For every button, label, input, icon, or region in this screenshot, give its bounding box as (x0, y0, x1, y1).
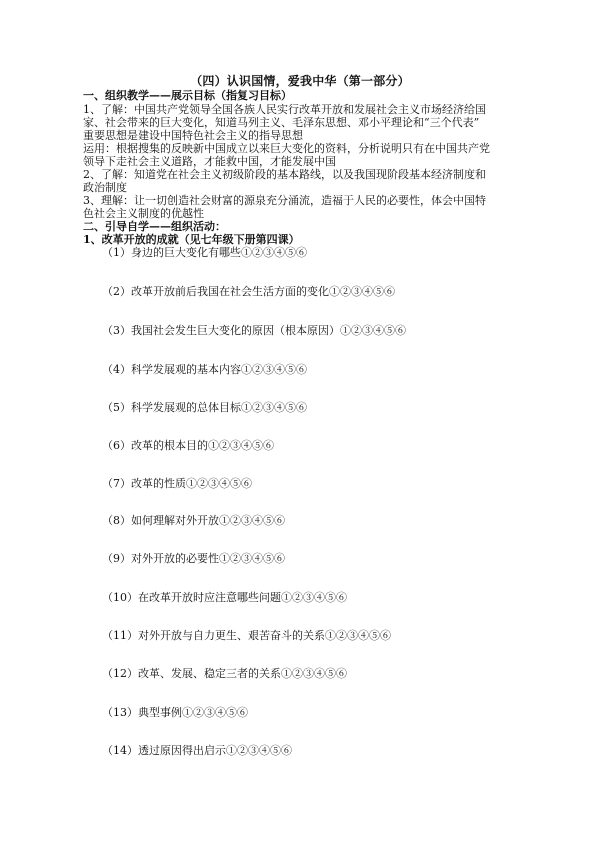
question-item: （9）对外开放的必要性①②③④⑤⑥ (102, 552, 285, 565)
objective-line: 3、理解：让一切创造社会财富的源泉充分涌流，造福于人民的必要性，体会中国特 (83, 194, 486, 207)
question-item: （1）身边的巨大变化有哪些①②③④⑤⑥ (102, 246, 307, 259)
question-item: （10）在改革开放时应注意哪些问题①②③④⑤⑥ (102, 591, 347, 604)
question-item: （6）改革的根本目的①②③④⑤⑥ (102, 439, 274, 452)
question-item: （11）对外开放与自力更生、艰苦奋斗的关系①②③④⑤⑥ (102, 629, 391, 642)
section-heading-1: 一、组织教学——展示目标（指复习目标） (83, 89, 292, 102)
question-item: （14）透过原因得出启示①②③④⑤⑥ (102, 744, 292, 757)
document-title: （四）认识国情，爱我中华（第一部分） (190, 74, 410, 88)
question-item: （7）改革的性质①②③④⑤⑥ (102, 477, 252, 490)
question-item: （12）改革、发展、稳定三者的关系①②③④⑤⑥ (102, 667, 347, 680)
objective-line: 色社会主义制度的优越性 (83, 207, 204, 220)
question-item: （3）我国社会发生巨大变化的原因（根本原因）①②③④⑤⑥ (102, 324, 406, 337)
objective-line: 重要思想是建设中国特色社会主义的指导思想 (83, 129, 303, 142)
objective-line: 领导下走社会主义道路，才能救中国，才能发展中国 (83, 155, 336, 168)
section-heading-2: 二、引导自学——组织活动： (83, 220, 226, 233)
objective-line: 1、了解：中国共产党领导全国各族人民实行改革开放和发展社会主义市场经济给国 (83, 103, 486, 116)
objective-line: 政治制度 (83, 181, 127, 194)
question-item: （8）如何理解对外开放①②③④⑤⑥ (102, 514, 285, 527)
question-item: （2）改革开放前后我国在社会生活方面的变化①②③④⑤⑥ (102, 285, 395, 298)
question-item: （13）典型事例①②③④⑤⑥ (102, 706, 248, 719)
objective-line: 家、社会带来的巨大变化，知道马列主义、毛泽东思想、邓小平理论和“三个代表” (83, 116, 480, 129)
objective-line: 运用：根据搜集的反映新中国成立以来巨大变化的资料，分析说明只有在中国共产党 (83, 142, 490, 155)
question-item: （4）科学发展观的基本内容①②③④⑤⑥ (102, 363, 307, 376)
question-item: （5）科学发展观的总体目标①②③④⑤⑥ (102, 401, 307, 414)
objective-line: 2、了解：知道党在社会主义初级阶段的基本路线，以及我国现阶段基本经济制度和 (83, 168, 486, 181)
subsection-heading: 1、改革开放的成就（见七年级下册第四课） (83, 233, 300, 246)
